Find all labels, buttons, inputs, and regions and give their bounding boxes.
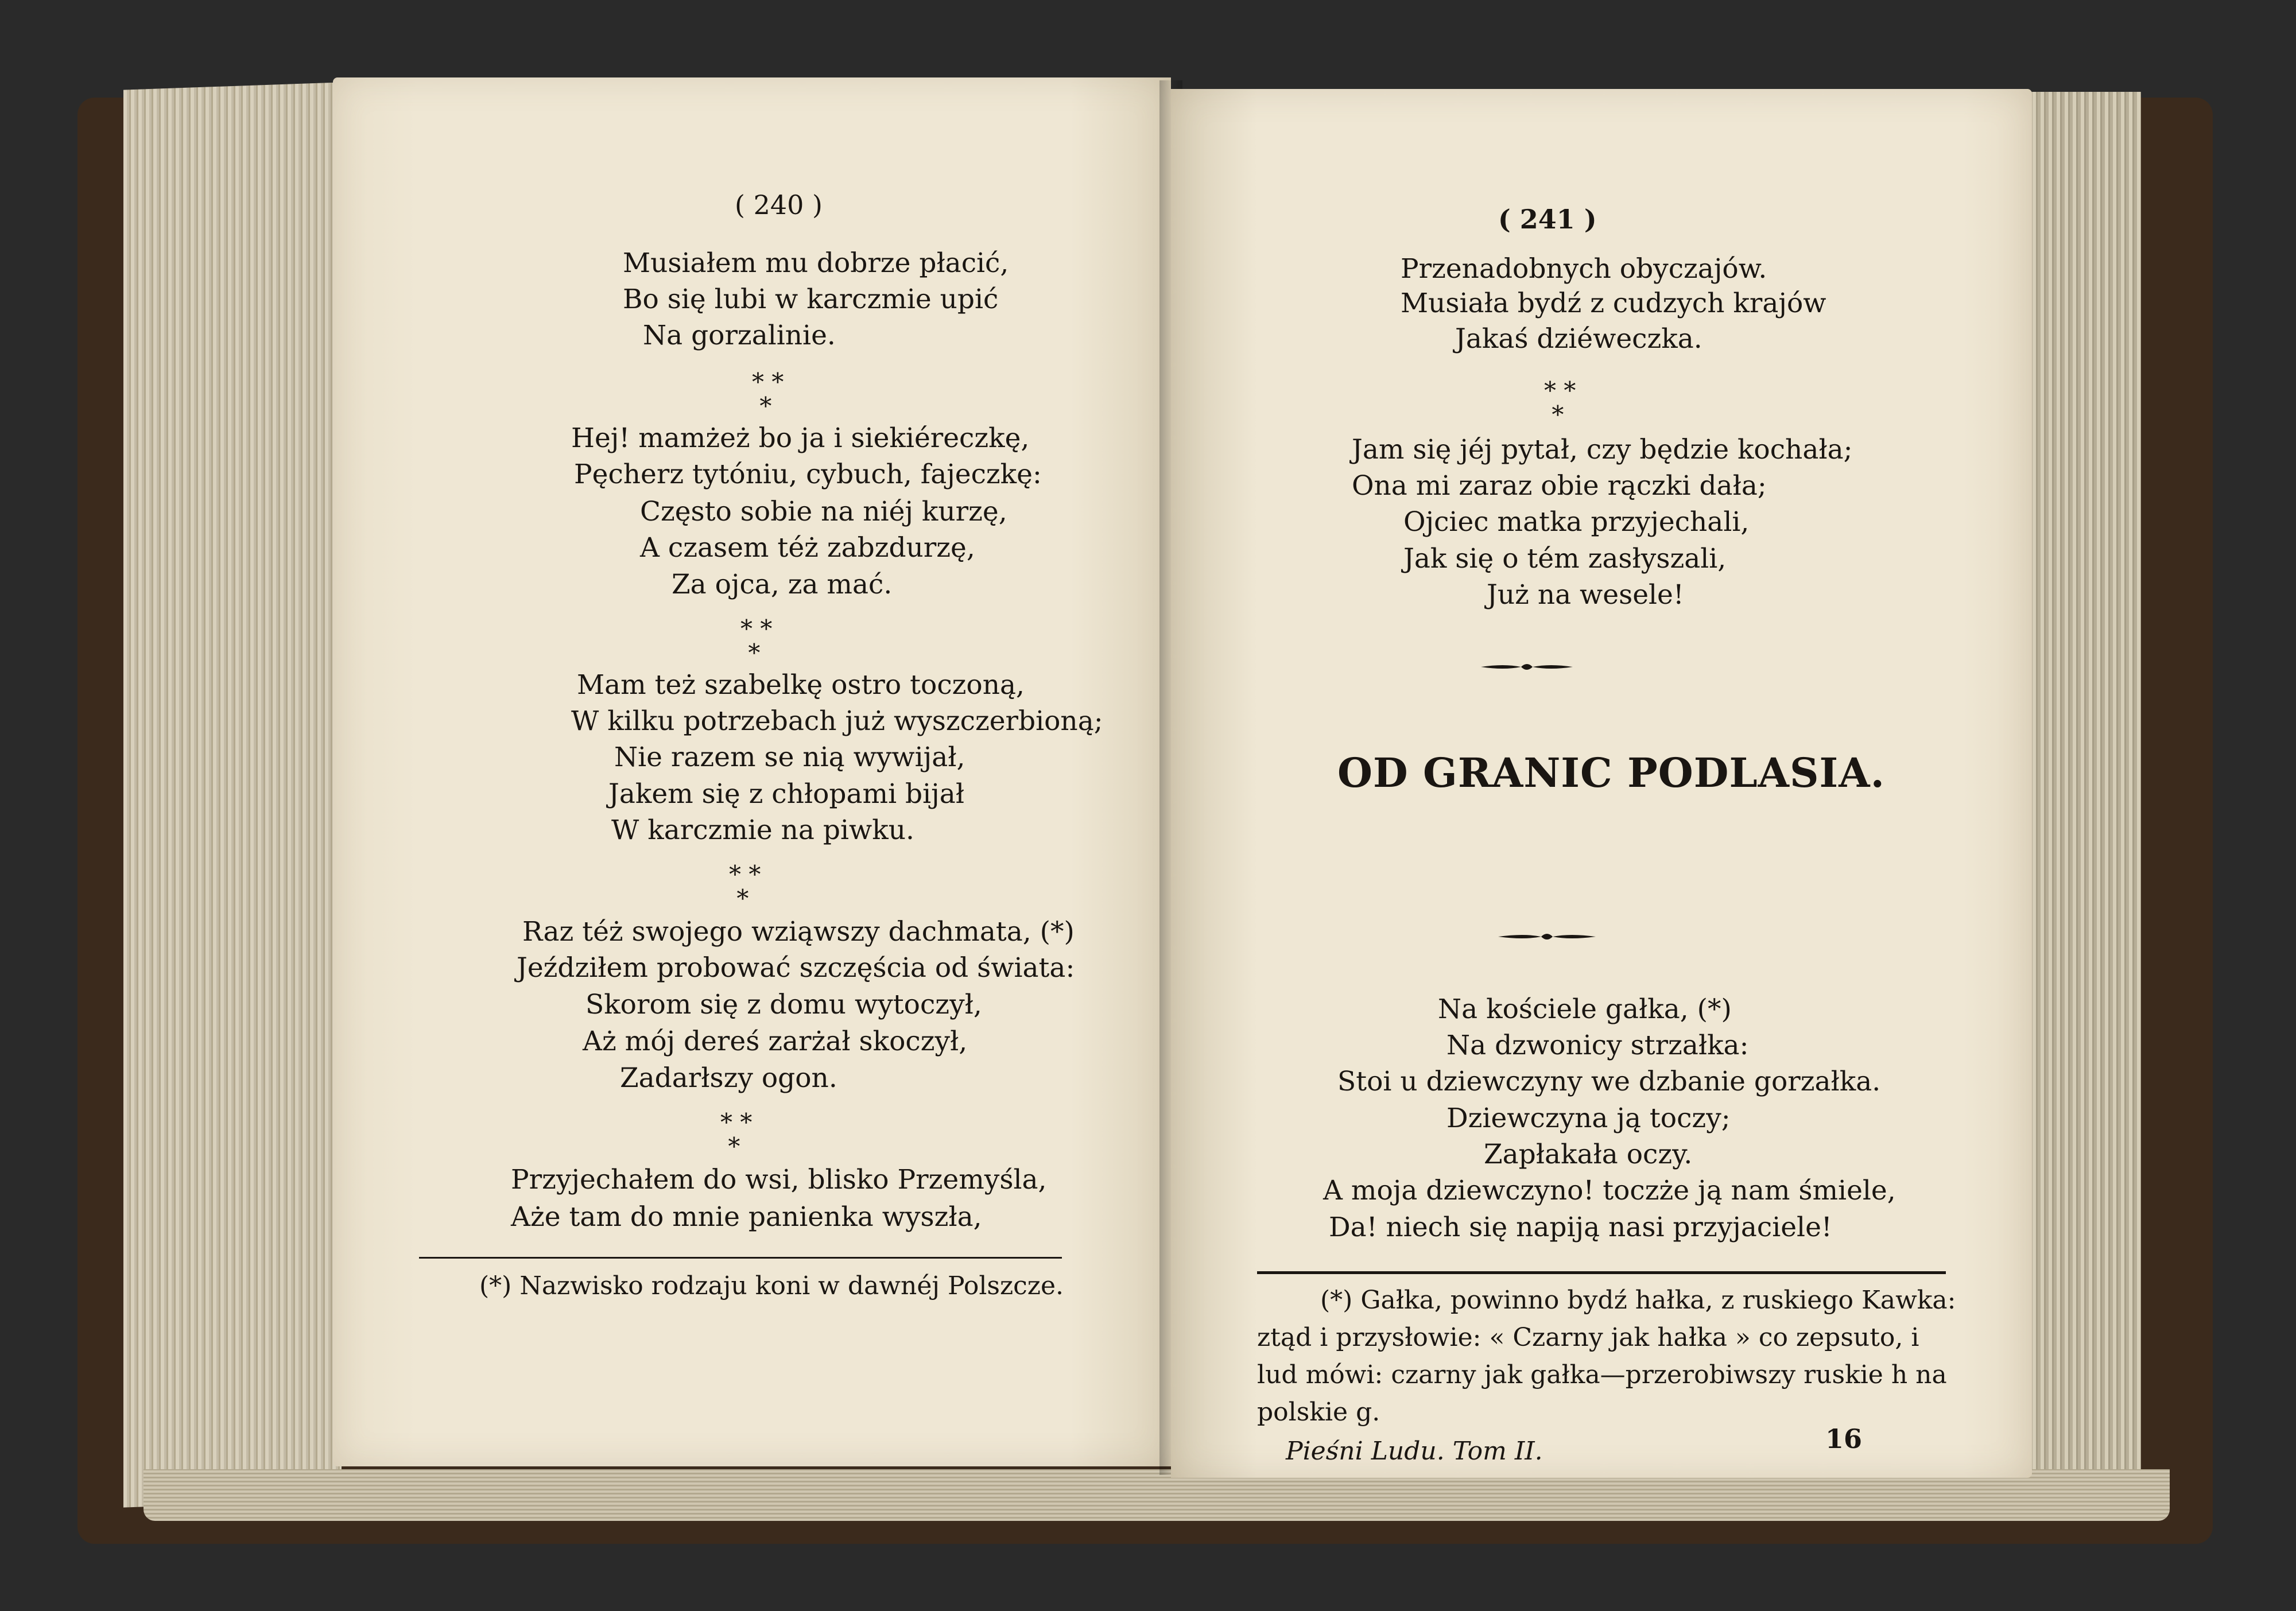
footnote-right-line: lud mówi: czarny jak gałka—przerobiwszy ruskie h na	[1257, 1360, 1947, 1389]
left-page-edges	[123, 82, 342, 1507]
left-line: Bo się lubi w karczmie upić	[623, 284, 999, 315]
left-line: Na gorzalinie.	[643, 320, 836, 351]
stars-separator: * * *	[729, 860, 761, 913]
right-line: Musiała bydź z cudzych krajów	[1401, 288, 1826, 319]
left-line: Aż mój dereś zarżał skoczył,	[583, 1026, 968, 1057]
footnote-rule	[1257, 1271, 1946, 1274]
left-line: Skorom się z domu wytoczył,	[585, 989, 982, 1020]
left-line: Jeździłem probować szczęścia od świata:	[517, 952, 1075, 984]
right-line: Na dzwonicy strzałka:	[1446, 1030, 1749, 1061]
left-line: Za ojca, za mać.	[672, 569, 893, 600]
footnote-right-line: polskie g.	[1257, 1398, 1380, 1427]
footnote-right-line: (*) Gałka, powinno bydź hałka, z ruskiego Kawka:	[1320, 1286, 1956, 1315]
ornament-divider	[1481, 660, 1573, 674]
right-line: Na kościele gałka, (*)	[1438, 993, 1732, 1025]
footnote-right-line: ztąd i przysłowie: « Czarny jak hałka » co zepsuto, i	[1257, 1323, 1919, 1352]
page-number-right: ( 241 )	[1498, 204, 1597, 235]
left-line: Aże tam do mnie panienka wyszła,	[511, 1201, 982, 1233]
left-line: Musiałem mu dobrze płacić,	[623, 247, 1009, 279]
left-line: Pęcherz tytóniu, cybuch, fajeczkę:	[574, 459, 1042, 490]
right-line: Przenadobnych obyczajów.	[1401, 253, 1767, 285]
left-line: Jakem się z chłopami bijał	[608, 778, 964, 810]
right-line: A moja dziewczyno! toczże ją nam śmiele,	[1323, 1175, 1896, 1206]
left-line: Zadarłszy ogon.	[620, 1062, 837, 1094]
page-number-left: ( 240 )	[735, 189, 823, 220]
signature-mark: Pieśni Ludu. Tom II.	[1286, 1437, 1543, 1466]
right-line: Już na wesele!	[1487, 579, 1684, 611]
right-line: Zapłakała oczy.	[1484, 1139, 1693, 1170]
left-line: A czasem téż zabzdurzę,	[640, 532, 975, 564]
ornament-divider	[1498, 930, 1596, 944]
left-line: Hej! mamżeż bo ja i siekiéreczkę,	[571, 422, 1030, 454]
left-line: Nie razem se nią wywijał,	[614, 742, 965, 773]
left-line: W karczmie na piwku.	[611, 814, 914, 846]
left-line: Raz téż swojego wziąwszy dachmata, (*)	[522, 916, 1075, 948]
left-line: Przyjechałem do wsi, blisko Przemyśla,	[511, 1164, 1047, 1195]
right-line: Ona mi zaraz obie rączki dała;	[1352, 470, 1767, 502]
left-line: W kilku potrzebach już wyszczerbioną;	[571, 705, 1103, 737]
left-page	[333, 77, 1171, 1466]
signature-number: 16	[1825, 1423, 1863, 1454]
right-line: Jam się jéj pytał, czy będzie kochała;	[1352, 434, 1853, 465]
right-line: Ojciec matka przyjechali,	[1403, 506, 1750, 538]
right-line: Stoi u dziewczyny we dzbanie gorzałka.	[1337, 1066, 1881, 1097]
right-page	[1171, 89, 2032, 1478]
stars-separator: * * *	[740, 615, 773, 667]
left-line: Często sobie na niéj kurzę,	[640, 496, 1007, 527]
footnote-rule	[419, 1257, 1062, 1259]
right-line: Dziewczyna ją toczy;	[1446, 1103, 1731, 1134]
stars-separator: * * *	[720, 1108, 753, 1160]
stars-separator: * * *	[1544, 376, 1576, 429]
section-title: OD GRANIC PODLASIA.	[1337, 749, 1885, 797]
right-line: Da! niech się napiją nasi przyjaciele!	[1329, 1212, 1832, 1243]
right-line: Jak się o tém zasłyszali,	[1403, 543, 1727, 574]
right-line: Jakaś dziéweczka.	[1455, 323, 1702, 355]
stars-separator: * * *	[752, 368, 784, 420]
left-line: Mam też szabelkę ostro toczoną,	[577, 669, 1025, 701]
footnote-left: (*) Nazwisko rodzaju koni w dawnéj Polszcze.	[479, 1271, 1064, 1301]
